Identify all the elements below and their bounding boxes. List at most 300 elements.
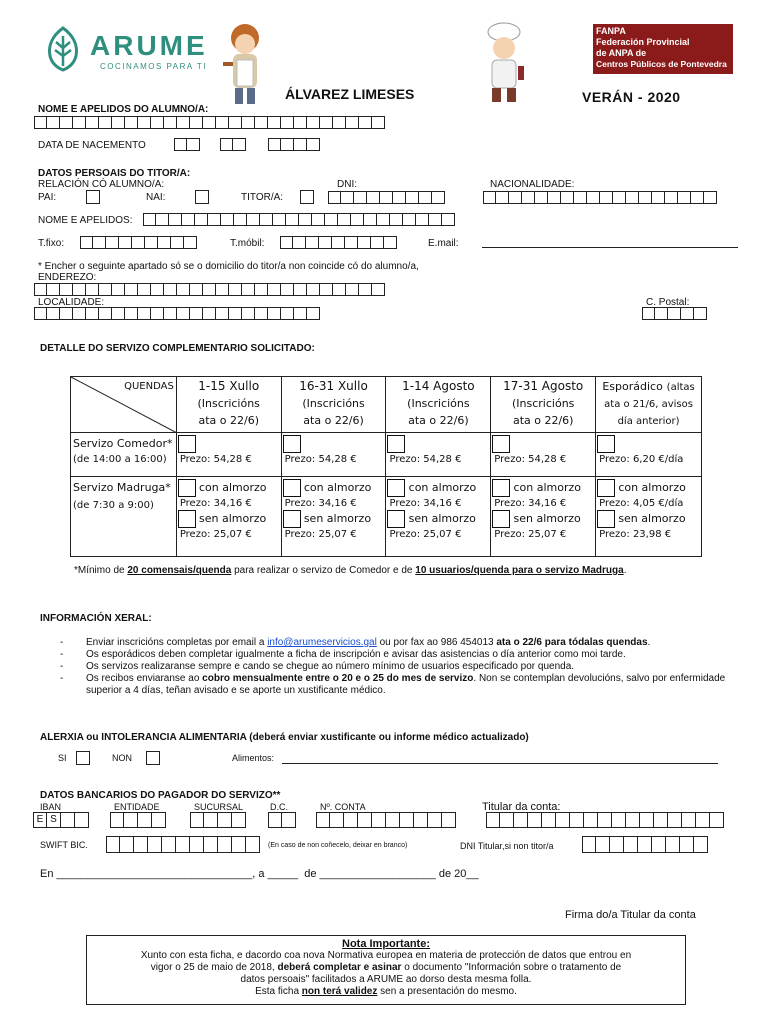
table-row <box>71 477 702 557</box>
with-food-checkbox-2[interactable] <box>283 479 301 497</box>
tutor-checkbox[interactable] <box>300 190 314 204</box>
char-box[interactable] <box>218 836 232 853</box>
char-box[interactable] <box>626 812 640 828</box>
char-box[interactable] <box>377 213 390 226</box>
char-box[interactable] <box>486 812 500 828</box>
service-table <box>70 376 702 557</box>
char-box[interactable] <box>359 116 372 129</box>
char-box[interactable] <box>204 836 218 853</box>
char-box[interactable] <box>613 191 626 204</box>
char-box[interactable] <box>112 307 125 320</box>
char-box[interactable] <box>132 236 145 249</box>
char-box[interactable] <box>47 283 60 296</box>
char-box[interactable] <box>73 283 86 296</box>
char-box[interactable] <box>99 307 112 320</box>
char-box[interactable] <box>281 138 294 151</box>
char-box[interactable] <box>307 283 320 296</box>
char-box[interactable] <box>333 116 346 129</box>
char-box[interactable] <box>151 116 164 129</box>
char-box[interactable] <box>229 283 242 296</box>
char-box[interactable] <box>522 191 535 204</box>
column-line-3: ata o 22/6) <box>303 414 364 427</box>
char-box[interactable] <box>260 213 273 226</box>
column-line-3: ata o 22/6) <box>408 414 469 427</box>
char-box[interactable] <box>143 213 156 226</box>
birth-month-boxes[interactable] <box>220 138 246 151</box>
char-box[interactable] <box>542 812 556 828</box>
char-box[interactable] <box>47 116 60 129</box>
char-box[interactable] <box>642 307 655 320</box>
char-box[interactable] <box>320 283 333 296</box>
comedor-checkbox-5[interactable] <box>597 435 615 453</box>
char-box[interactable] <box>596 836 610 853</box>
char-box[interactable] <box>584 812 598 828</box>
brand-tagline: COCINAMOS PARA TI <box>100 62 207 71</box>
char-box[interactable] <box>638 836 652 853</box>
foods-field[interactable] <box>282 763 718 764</box>
char-box[interactable] <box>164 307 177 320</box>
char-box[interactable] <box>73 307 86 320</box>
char-box[interactable] <box>598 812 612 828</box>
char-box[interactable] <box>419 191 432 204</box>
father-label: PAI: <box>38 192 57 203</box>
char-box[interactable] <box>680 836 694 853</box>
char-box[interactable] <box>169 213 182 226</box>
char-box[interactable] <box>358 812 372 828</box>
char-box[interactable] <box>626 191 639 204</box>
char-box[interactable] <box>281 116 294 129</box>
char-box[interactable] <box>640 812 654 828</box>
char-box[interactable] <box>281 307 294 320</box>
char-box[interactable] <box>665 191 678 204</box>
char-box[interactable] <box>164 116 177 129</box>
footnote-text: . <box>623 565 627 576</box>
char-box[interactable] <box>429 213 442 226</box>
char-box[interactable] <box>138 812 152 828</box>
char-box[interactable] <box>138 307 151 320</box>
char-box[interactable] <box>110 812 124 828</box>
birth-day-boxes[interactable] <box>174 138 200 151</box>
char-box[interactable] <box>682 812 696 828</box>
without-food-checkbox-4[interactable] <box>492 510 510 528</box>
char-box[interactable] <box>312 213 325 226</box>
char-box[interactable] <box>333 283 346 296</box>
char-box[interactable] <box>639 191 652 204</box>
madruga-cell-2 <box>281 477 386 557</box>
char-box[interactable] <box>216 307 229 320</box>
char-box[interactable] <box>177 307 190 320</box>
char-box[interactable] <box>414 812 428 828</box>
char-box[interactable] <box>232 836 246 853</box>
char-box[interactable] <box>255 307 268 320</box>
dni-label: DNI: <box>337 179 357 190</box>
char-box[interactable] <box>432 191 445 204</box>
char-box[interactable] <box>174 138 187 151</box>
allergy-no-label: NON <box>112 753 132 763</box>
char-box[interactable] <box>496 191 509 204</box>
char-box[interactable] <box>99 283 112 296</box>
char-box[interactable] <box>294 138 307 151</box>
char-box[interactable] <box>332 236 345 249</box>
relation-label: RELACIÓN CÓ ALUMNO/A: <box>38 179 165 190</box>
char-box[interactable] <box>273 213 286 226</box>
char-box[interactable] <box>610 836 624 853</box>
char-box[interactable] <box>247 213 260 226</box>
char-box[interactable] <box>548 191 561 204</box>
char-box[interactable] <box>151 307 164 320</box>
dni-holder-label: DNI Titular,si non titor/a <box>460 841 554 851</box>
char-box[interactable] <box>286 213 299 226</box>
season-title: VERÁN - 2020 <box>582 89 681 105</box>
char-box[interactable] <box>282 812 296 828</box>
char-box[interactable] <box>372 283 385 296</box>
char-box[interactable] <box>268 307 281 320</box>
char-box[interactable] <box>668 307 681 320</box>
postal-code-boxes[interactable] <box>642 307 707 320</box>
char-box[interactable] <box>138 116 151 129</box>
char-box[interactable] <box>346 283 359 296</box>
char-box[interactable] <box>371 236 384 249</box>
char-box[interactable] <box>73 116 86 129</box>
char-box[interactable] <box>158 236 171 249</box>
char-box[interactable] <box>177 283 190 296</box>
char-box[interactable] <box>570 812 584 828</box>
char-box[interactable] <box>246 836 260 853</box>
dc-boxes[interactable] <box>268 812 296 828</box>
note-emphasis: non terá validez <box>301 986 378 997</box>
address-boxes[interactable] <box>34 283 385 296</box>
char-box[interactable] <box>710 812 724 828</box>
char-box[interactable] <box>306 236 319 249</box>
guardian-name-boxes[interactable] <box>143 213 455 226</box>
char-box[interactable] <box>216 116 229 129</box>
char-box[interactable] <box>218 812 232 828</box>
char-box[interactable] <box>190 283 203 296</box>
char-box[interactable] <box>34 283 47 296</box>
char-box[interactable] <box>119 236 132 249</box>
char-box[interactable] <box>221 213 234 226</box>
email-field[interactable] <box>482 247 738 248</box>
with-food-price: Prezo: 34,16 € <box>284 498 357 509</box>
char-box[interactable] <box>162 836 176 853</box>
char-box[interactable] <box>190 116 203 129</box>
char-box[interactable] <box>80 236 93 249</box>
char-box[interactable] <box>359 283 372 296</box>
allergy-yes-checkbox[interactable] <box>76 751 90 765</box>
char-box[interactable] <box>319 236 332 249</box>
char-box[interactable] <box>582 836 596 853</box>
char-box[interactable] <box>125 116 138 129</box>
char-box[interactable] <box>177 116 190 129</box>
char-box[interactable] <box>232 812 246 828</box>
char-box[interactable] <box>316 812 330 828</box>
branch-label: SUCURSAL <box>194 802 244 812</box>
with-food-checkbox-5[interactable] <box>597 479 615 497</box>
char-box[interactable] <box>145 236 158 249</box>
student-name-boxes[interactable] <box>34 116 385 129</box>
comedor-checkbox-1[interactable] <box>178 435 196 453</box>
char-box[interactable] <box>367 191 380 204</box>
char-box[interactable] <box>190 812 204 828</box>
footnote-min-comedor: 20 comensais/quenda <box>127 565 232 576</box>
char-box[interactable] <box>390 213 403 226</box>
char-box[interactable] <box>138 283 151 296</box>
with-food-checkbox-3[interactable] <box>387 479 405 497</box>
char-box[interactable] <box>403 213 416 226</box>
comedor-checkbox-4[interactable] <box>492 435 510 453</box>
char-box[interactable] <box>208 213 221 226</box>
char-box[interactable] <box>184 236 197 249</box>
chef-boy-illustration <box>472 22 536 106</box>
char-box[interactable] <box>229 116 242 129</box>
char-box[interactable] <box>86 116 99 129</box>
char-box[interactable] <box>294 307 307 320</box>
char-box[interactable] <box>151 283 164 296</box>
with-food-checkbox-1[interactable] <box>178 479 196 497</box>
char-box[interactable] <box>696 812 710 828</box>
mother-checkbox[interactable] <box>195 190 209 204</box>
char-box[interactable] <box>176 836 190 853</box>
char-box[interactable] <box>652 836 666 853</box>
without-food-checkbox-2[interactable] <box>283 510 301 528</box>
place-date-line[interactable]: En ________________________________, a _____ de ___________________ de 20__ <box>40 868 479 880</box>
char-box[interactable] <box>372 812 386 828</box>
char-box[interactable] <box>106 236 119 249</box>
char-box[interactable] <box>112 116 125 129</box>
char-box[interactable] <box>668 812 682 828</box>
table-corner-cell <box>71 377 177 433</box>
char-box[interactable] <box>428 812 442 828</box>
char-box[interactable] <box>528 812 542 828</box>
char-box[interactable] <box>561 191 574 204</box>
char-box[interactable] <box>509 191 522 204</box>
char-box[interactable] <box>372 116 385 129</box>
char-box[interactable] <box>47 307 60 320</box>
leaf-icon <box>44 26 82 72</box>
char-box[interactable] <box>99 116 112 129</box>
char-box[interactable] <box>442 812 456 828</box>
column-line-2: (Inscricións <box>407 397 470 410</box>
column-line-3: día anterior) <box>617 416 680 427</box>
char-box[interactable] <box>34 307 47 320</box>
char-box[interactable] <box>106 836 120 853</box>
char-box[interactable] <box>203 307 216 320</box>
char-box[interactable] <box>125 283 138 296</box>
nationality-boxes[interactable] <box>483 191 717 204</box>
mother-label: NAI: <box>146 192 166 203</box>
char-box[interactable] <box>60 307 73 320</box>
note-text: sen a presentación do mesmo. <box>377 986 517 997</box>
char-box[interactable] <box>416 213 429 226</box>
char-box[interactable] <box>574 191 587 204</box>
char-box[interactable] <box>346 116 359 129</box>
char-box[interactable] <box>320 116 333 129</box>
char-box[interactable] <box>514 812 528 828</box>
char-box[interactable] <box>125 307 138 320</box>
entity-boxes[interactable] <box>110 812 166 828</box>
dni-holder-boxes[interactable] <box>582 836 708 853</box>
char-box[interactable] <box>694 836 708 853</box>
char-box[interactable] <box>148 836 162 853</box>
birth-year-boxes[interactable] <box>268 138 320 151</box>
char-box[interactable] <box>299 213 312 226</box>
phone-boxes[interactable] <box>80 236 197 249</box>
char-box[interactable] <box>229 307 242 320</box>
madruga-cell-3 <box>386 477 491 557</box>
char-box[interactable] <box>86 283 99 296</box>
postal-code-label: C. Postal: <box>646 297 690 308</box>
char-box[interactable] <box>293 236 306 249</box>
char-box[interactable] <box>325 213 338 226</box>
column-title: 1-15 Xullo <box>198 379 260 393</box>
char-box[interactable] <box>182 213 195 226</box>
account-boxes[interactable] <box>316 812 456 828</box>
comedor-cell-5 <box>596 433 702 477</box>
char-box[interactable] <box>344 812 358 828</box>
char-box[interactable] <box>281 283 294 296</box>
without-food-checkbox-5[interactable] <box>597 510 615 528</box>
char-box[interactable] <box>233 138 246 151</box>
char-box[interactable] <box>93 236 106 249</box>
char-box[interactable] <box>600 191 613 204</box>
char-box[interactable] <box>268 283 281 296</box>
char-box[interactable] <box>280 236 293 249</box>
char-box[interactable] <box>338 213 351 226</box>
char-box[interactable] <box>112 283 125 296</box>
char-box[interactable] <box>442 213 455 226</box>
char-box[interactable] <box>255 116 268 129</box>
char-box[interactable] <box>234 213 247 226</box>
char-box[interactable] <box>190 307 203 320</box>
char-box[interactable] <box>358 236 371 249</box>
char-box[interactable] <box>268 138 281 151</box>
char-box[interactable] <box>171 236 184 249</box>
char-box[interactable] <box>307 138 320 151</box>
char-box[interactable] <box>328 191 341 204</box>
char-box[interactable] <box>535 191 548 204</box>
without-food-checkbox-1[interactable] <box>178 510 196 528</box>
char-box[interactable] <box>164 283 177 296</box>
iban-boxes[interactable] <box>33 812 89 828</box>
char-box[interactable] <box>124 812 138 828</box>
char-box[interactable] <box>34 116 47 129</box>
char-box[interactable] <box>220 138 233 151</box>
holder-boxes[interactable] <box>486 812 724 828</box>
char-box[interactable] <box>307 307 320 320</box>
mobile-boxes[interactable] <box>280 236 397 249</box>
char-box[interactable] <box>704 191 717 204</box>
char-box[interactable] <box>204 812 218 828</box>
with-food-price: Prezo: 34,16 € <box>389 498 462 509</box>
with-food-label: con almorzo <box>618 481 686 494</box>
char-box[interactable] <box>678 191 691 204</box>
mobile-label: T.móbil: <box>230 238 265 249</box>
char-box[interactable] <box>483 191 496 204</box>
comedor-label: Servizo Comedor* <box>73 437 173 450</box>
char-box[interactable] <box>242 307 255 320</box>
dni-boxes[interactable] <box>328 191 445 204</box>
comedor-checkbox-2[interactable] <box>283 435 301 453</box>
char-box[interactable] <box>216 283 229 296</box>
char-box[interactable] <box>354 191 367 204</box>
char-box[interactable] <box>190 836 204 853</box>
char-box[interactable] <box>86 307 99 320</box>
char-box[interactable] <box>341 191 354 204</box>
char-box[interactable] <box>694 307 707 320</box>
column-header-4 <box>491 377 596 433</box>
char-box[interactable] <box>152 812 166 828</box>
father-checkbox[interactable] <box>86 190 100 204</box>
nationality-label: NACIONALIDADE: <box>490 179 575 190</box>
column-line-2: ata o 21/6, avisos <box>604 399 693 410</box>
without-food-checkbox-3[interactable] <box>387 510 405 528</box>
char-box[interactable] <box>134 836 148 853</box>
with-food-checkbox-4[interactable] <box>492 479 510 497</box>
char-box[interactable] <box>60 283 73 296</box>
char-box[interactable] <box>330 812 344 828</box>
column-line-3: ata o 22/6) <box>198 414 259 427</box>
comedor-checkbox-3[interactable] <box>387 435 405 453</box>
char-box[interactable] <box>294 116 307 129</box>
char-box[interactable] <box>268 116 281 129</box>
char-box[interactable] <box>612 812 626 828</box>
char-box[interactable] <box>242 116 255 129</box>
char-box[interactable] <box>195 213 208 226</box>
char-box[interactable] <box>393 191 406 204</box>
locality-boxes[interactable] <box>34 307 320 320</box>
char-box[interactable] <box>400 812 414 828</box>
char-box[interactable] <box>307 116 320 129</box>
char-box[interactable] <box>187 138 200 151</box>
char-box[interactable] <box>624 836 638 853</box>
char-box[interactable] <box>406 191 419 204</box>
branch-boxes[interactable] <box>190 812 246 828</box>
char-box[interactable] <box>691 191 704 204</box>
char-box[interactable] <box>203 116 216 129</box>
char-box[interactable] <box>556 812 570 828</box>
email-link[interactable]: info@arumeservicios.gal <box>267 637 377 648</box>
char-box[interactable] <box>654 812 668 828</box>
char-box[interactable] <box>500 812 514 828</box>
char-box[interactable] <box>351 213 364 226</box>
char-box[interactable] <box>268 812 282 828</box>
comedor-price: Prezo: 54,28 € <box>179 454 252 465</box>
student-name-label: NOME E APELIDOS DO ALUMNO/A: <box>38 104 209 115</box>
char-box[interactable] <box>380 191 393 204</box>
char-box[interactable] <box>681 307 694 320</box>
email-label: E.mail: <box>428 238 459 249</box>
allergy-no-checkbox[interactable] <box>146 751 160 765</box>
char-box[interactable] <box>386 812 400 828</box>
without-food-price: Prezo: 25,07 € <box>389 529 462 540</box>
char-box[interactable] <box>666 836 680 853</box>
char-box[interactable] <box>652 191 665 204</box>
char-box[interactable] <box>587 191 600 204</box>
note-text: o documento "Información sobre o tratamento de <box>401 962 622 973</box>
char-box[interactable] <box>255 283 268 296</box>
char-box[interactable] <box>294 283 307 296</box>
swift-boxes[interactable] <box>106 836 260 853</box>
char-box[interactable] <box>384 236 397 249</box>
char-box[interactable] <box>203 283 216 296</box>
char-box[interactable] <box>120 836 134 853</box>
char-box[interactable] <box>345 236 358 249</box>
char-box[interactable] <box>156 213 169 226</box>
char-box[interactable] <box>242 283 255 296</box>
char-box[interactable] <box>655 307 668 320</box>
char-box[interactable] <box>60 116 73 129</box>
char-box[interactable] <box>364 213 377 226</box>
